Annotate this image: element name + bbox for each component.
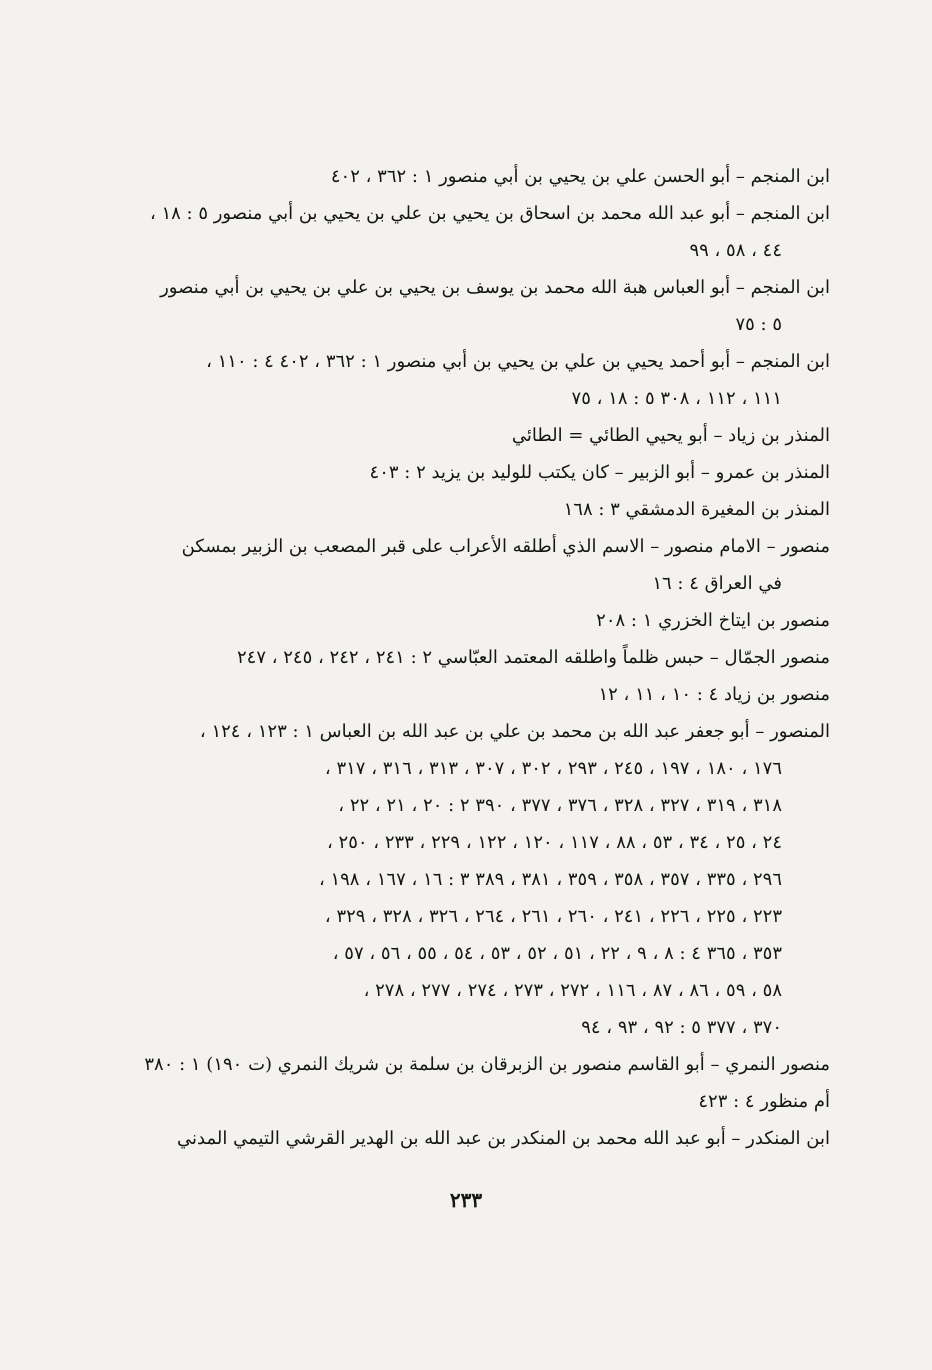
index-entry [150,158,830,195]
entry-line: ابن المنجم – أبو الحسن علي بن يحيي بن أبي منصور ١ : ٣٦٢ ، ٤٠٢ [330,166,830,187]
entry-line: منصور بن زياد ٤ : ١٠ ، ١١ ، ١٢ [598,684,830,705]
page-number: ٢٣٣ [449,1188,483,1212]
entry-continuation-line: ٣١٨ ، ٣١٩ ، ٣٢٧ ، ٣٢٨ ، ٣٧٦ ، ٣٧٧ ، ٣٩٠ ٢ : ٢٠ ، ٢١ ، ٢٢ ، [338,795,782,816]
entry-continuation-line: ٤٤ ، ٥٨ ، ٩٩ [689,240,782,261]
entry-line: ابن المنجم – أبو أحمد يحيي بن علي بن يحيي بن أبي منصور ١ : ٣٦٢ ، ٤٠٢ ٤ : ١١٠ ، [206,351,830,372]
entry-line: منصور النمري – أبو القاسم منصور بن الزبرقان بن سلمة بن شريك النمري (ت ١٩٠) ١ : ٣٨٠ [144,1054,830,1075]
index-entry [150,1120,830,1157]
index-entry [150,676,830,713]
entry-line: ابن المنجم – أبو عبد الله محمد بن اسحاق بن يحيي بن علي بن يحيي بن أبي منصور ٥ : ١٨ ، [149,203,830,224]
entry-line: أم منظور ٤ : ٤٢٣ [698,1091,830,1112]
index-entry [150,343,830,417]
entry-line: ابن المنجم – أبو العباس هبة الله محمد بن يوسف بن يحيي بن علي بن يحيي بن أبي منصور [160,277,830,298]
index-entry [150,491,830,528]
entry-line: المنصور – أبو جعفر عبد الله بن محمد بن علي بن عبد الله بن العباس ١ : ١٢٣ ، ١٢٤ ، [199,721,830,742]
entry-line: المنذر بن زياد – أبو يحيي الطائي = الطائي [511,425,830,446]
entry-continuation-line: ١٧٦ ، ١٨٠ ، ١٩٧ ، ٢٤٥ ، ٢٩٣ ، ٣٠٢ ، ٣٠٧ ، ٣١٣ ، ٣١٦ ، ٣١٧ ، [324,758,782,779]
index-entry [150,454,830,491]
entry-line: منصور – الامام منصور – الاسم الذي أطلقه الأعراب على قبر المصعب بن الزبير بمسكن [181,536,830,557]
entry-line: ابن المنكدر – أبو عبد الله محمد بن المنكدر بن عبد الله بن الهدير القرشي التيمي المدني [177,1128,830,1149]
index-entries [144,158,830,1157]
entry-line: المنذر بن المغيرة الدمشقي ٣ : ١٦٨ [563,499,830,520]
entry-continuation-line: ٥٨ ، ٥٩ ، ٨٦ ، ٨٧ ، ١١٦ ، ٢٧٢ ، ٢٧٣ ، ٢٧٤ ، ٢٧٧ ، ٢٧٨ ، [363,980,782,1001]
entry-line: منصور الجمّال – حبس ظلماً واطلقه المعتمد العبّاسي ٢ : ٢٤١ ، ٢٤٢ ، ٢٤٥ ، ٢٤٧ [236,647,830,668]
index-entry [150,602,830,639]
index-entry [150,269,830,343]
entry-line: المنذر بن عمرو – أبو الزبير – كان يكتب للوليد بن يزيد ٢ : ٤٠٣ [369,462,830,483]
index-entry [150,713,830,1046]
entry-continuation-line: ٢٩٦ ، ٣٣٥ ، ٣٥٧ ، ٣٥٨ ، ٣٥٩ ، ٣٨١ ، ٣٨٩ ٣ : ١٦ ، ١٦٧ ، ١٩٨ ، [318,869,782,890]
index-entry [150,1083,830,1120]
entry-continuation-line: ٢٤ ، ٢٥ ، ٣٤ ، ٥٣ ، ٨٨ ، ١١٧ ، ١٢٠ ، ١٢٢ ، ٢٢٩ ، ٢٣٣ ، ٢٥٠ ، [327,832,782,853]
entry-continuation-line: ٣٧٠ ، ٣٧٧ ٥ : ٩٢ ، ٩٣ ، ٩٤ [581,1017,782,1038]
index-entry [150,195,830,269]
entry-continuation-line: في العراق ٤ : ١٦ [652,573,782,594]
index-entry [150,639,830,676]
entry-continuation-line: ٣٥٣ ، ٣٦٥ ٤ : ٨ ، ٩ ، ٢٢ ، ٥١ ، ٥٢ ، ٥٣ ، ٥٤ ، ٥٥ ، ٥٦ ، ٥٧ ، [332,943,782,964]
index-entry [144,1046,830,1083]
entry-continuation-line: ١١١ ، ١١٢ ، ٣٠٨ ٥ : ١٨ ، ٧٥ [571,388,782,409]
entry-continuation-line: ٢٢٣ ، ٢٢٥ ، ٢٢٦ ، ٢٤١ ، ٢٦٠ ، ٢٦١ ، ٢٦٤ ، ٣٢٦ ، ٣٢٨ ، ٣٢٩ ، [324,906,782,927]
entry-continuation-line: ٥ : ٧٥ [735,314,782,335]
index-entry [150,417,830,454]
entry-line: منصور بن ايتاخ الخزري ١ : ٢٠٨ [596,610,830,631]
index-entry [150,528,830,602]
